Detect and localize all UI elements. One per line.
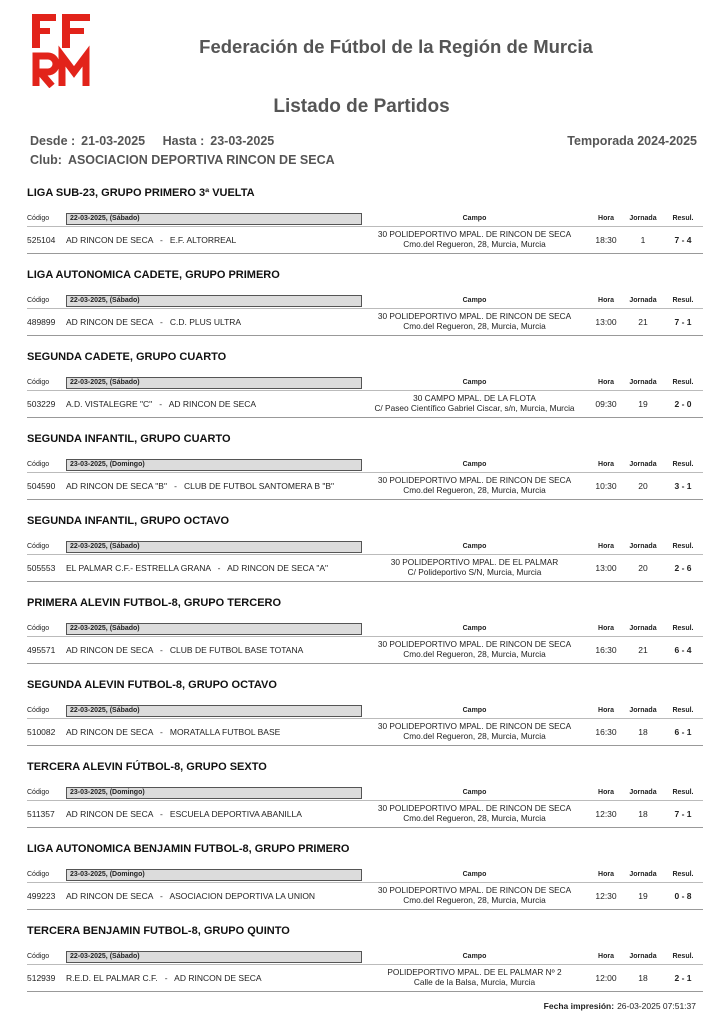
venue-address: Cmo.del Regueron, 28, Murcia, Murcia [403, 321, 546, 331]
match-venue [365, 967, 584, 987]
column-resultado: Resul. [672, 707, 694, 714]
venue-name: 30 POLIDEPORTIVO MPAL. DE RINCON DE SECA [377, 639, 572, 649]
column-resultado: Resul. [672, 871, 694, 878]
venue-address: Cmo.del Regueron, 28, Murcia, Murcia [403, 731, 546, 741]
away-team: CLUB DE FUTBOL SANTOMERA B "B" [183, 481, 335, 491]
match-row [27, 474, 703, 498]
ffrm-logo [30, 12, 94, 88]
competition-title: TERCERA ALEVIN FÚTBOL-8, GRUPO SEXTO [27, 761, 267, 773]
print-value: 26-03-2025 07:51:37 [617, 1001, 696, 1011]
match-table-header [27, 951, 703, 964]
header-rule [27, 964, 703, 965]
header-rule [27, 226, 703, 227]
match-time: 09:30 [595, 399, 617, 409]
column-hora: Hora [598, 871, 614, 878]
match-code: 511357 [27, 809, 55, 819]
venue-name: 30 CAMPO MPAL. DE LA FLOTA [413, 393, 536, 403]
venue-address: C/ Paseo Científico Gabriel Ciscar, s/n, Murcia, Murcia [374, 403, 575, 413]
column-jornada: Jornada [629, 871, 657, 878]
competition-title: LIGA AUTONOMICA BENJAMIN FUTBOL-8, GRUPO PRIMERO [27, 843, 350, 855]
match-result: 2 - 1 [674, 973, 692, 983]
column-hora: Hora [598, 625, 614, 632]
match-round: 18 [638, 973, 648, 983]
match-table-header [27, 541, 703, 554]
match-code: 525104 [27, 235, 56, 245]
match-time: 18:30 [595, 235, 617, 245]
column-campo: Campo [462, 953, 487, 960]
match-teams: AD RINCON DE SECA "B" - CLUB DE FUTBOL SANTOMERA B "B" [66, 481, 335, 491]
match-result: 3 - 1 [674, 481, 692, 491]
competition-section [27, 260, 703, 342]
column-hora: Hora [598, 461, 614, 468]
column-jornada: Jornada [629, 953, 657, 960]
home-team: EL PALMAR C.F.- ESTRELLA GRANA [66, 563, 211, 573]
competition-title: SEGUNDA CADETE, GRUPO CUARTO [27, 351, 227, 363]
match-teams: AD RINCON DE SECA - CLUB DE FUTBOL BASE TOTANA [66, 645, 304, 655]
hasta-value: 23-03-2025 [210, 134, 275, 148]
competition-title: TERCERA BENJAMIN FUTBOL-8, GRUPO QUINTO [27, 925, 290, 937]
away-team: E.F. ALTORREAL [169, 235, 237, 245]
column-campo: Campo [462, 625, 487, 632]
match-venue [365, 885, 584, 905]
column-hora: Hora [598, 707, 614, 714]
header-rule [27, 800, 703, 801]
column-campo: Campo [462, 707, 487, 714]
match-time: 12:30 [595, 809, 617, 819]
column-resultado: Resul. [672, 953, 694, 960]
column-code: Código [27, 461, 50, 468]
match-code: 489899 [27, 317, 56, 327]
header-rule [27, 308, 703, 309]
match-row [27, 310, 703, 334]
match-venue [365, 475, 584, 495]
column-jornada: Jornada [629, 625, 657, 632]
match-teams: A.D. VISTALEGRE "C" - AD RINCON DE SECA [66, 399, 257, 409]
row-rule [27, 991, 703, 992]
match-row [27, 392, 703, 416]
home-team: AD RINCON DE SECA [66, 645, 153, 655]
column-jornada: Jornada [629, 707, 657, 714]
match-teams: EL PALMAR C.F.- ESTRELLA GRANA - AD RINCON DE SECA "A" [66, 563, 329, 573]
match-table-header [27, 213, 703, 226]
match-teams: R.E.D. EL PALMAR C.F. - AD RINCON DE SECA [66, 973, 262, 983]
column-code: Código [27, 215, 50, 222]
match-sections [27, 178, 703, 998]
match-round: 21 [638, 317, 648, 327]
header-rule [27, 882, 703, 883]
column-jornada: Jornada [629, 461, 657, 468]
row-rule [27, 253, 703, 254]
match-result: 6 - 4 [674, 645, 692, 655]
match-teams: AD RINCON DE SECA - ESCUELA DEPORTIVA ABANILLA [66, 809, 302, 819]
club-label: Club: [30, 153, 62, 167]
competition-section [27, 342, 703, 424]
header-rule [27, 636, 703, 637]
match-time: 12:00 [595, 973, 617, 983]
match-row [27, 884, 703, 908]
away-team: ESCUELA DEPORTIVA ABANILLA [169, 809, 302, 819]
venue-name: 30 POLIDEPORTIVO MPAL. DE RINCON DE SECA [377, 229, 572, 239]
match-time: 16:30 [595, 645, 617, 655]
venue-address: Cmo.del Regueron, 28, Murcia, Murcia [403, 813, 546, 823]
home-team: AD RINCON DE SECA [66, 891, 153, 901]
match-round: 18 [638, 727, 648, 737]
column-code: Código [27, 953, 50, 960]
competition-section [27, 834, 703, 916]
match-date: 23-03-2025, (Domingo) [66, 787, 362, 799]
venue-name: 30 POLIDEPORTIVO MPAL. DE RINCON DE SECA [377, 475, 572, 485]
column-code: Código [27, 789, 50, 796]
desde-label: Desde : [30, 134, 76, 148]
match-round: 20 [638, 563, 648, 573]
home-team: AD RINCON DE SECA [66, 235, 153, 245]
column-campo: Campo [462, 379, 487, 386]
match-round: 20 [638, 481, 648, 491]
match-time: 12:30 [595, 891, 617, 901]
column-resultado: Resul. [672, 461, 694, 468]
header-rule [27, 472, 703, 473]
date-range [30, 134, 274, 148]
home-team: A.D. VISTALEGRE "C" [66, 399, 153, 409]
column-jornada: Jornada [629, 789, 657, 796]
document-title: Listado de Partidos [273, 96, 450, 117]
column-jornada: Jornada [629, 379, 657, 386]
column-hora: Hora [598, 215, 614, 222]
match-teams: AD RINCON DE SECA - ASOCIACION DEPORTIVA LA UNION [66, 891, 316, 901]
match-time: 10:30 [595, 481, 617, 491]
competition-section [27, 178, 703, 260]
row-rule [27, 827, 703, 828]
column-resultado: Resul. [672, 543, 694, 550]
venue-address: Cmo.del Regueron, 28, Murcia, Murcia [403, 649, 546, 659]
match-result: 7 - 1 [674, 809, 692, 819]
column-hora: Hora [598, 297, 614, 304]
competition-title: SEGUNDA INFANTIL, GRUPO CUARTO [27, 433, 231, 445]
match-table-header [27, 295, 703, 308]
competition-section [27, 506, 703, 588]
match-code: 499223 [27, 891, 56, 901]
home-team: AD RINCON DE SECA [66, 317, 153, 327]
away-team: AD RINCON DE SECA [168, 399, 257, 409]
match-table-header [27, 869, 703, 882]
match-venue [365, 803, 584, 823]
competition-title: LIGA AUTONOMICA CADETE, GRUPO PRIMERO [27, 269, 280, 281]
match-venue [365, 393, 584, 413]
column-jornada: Jornada [629, 215, 657, 222]
match-round: 21 [638, 645, 648, 655]
venue-address: Cmo.del Regueron, 28, Murcia, Murcia [403, 895, 546, 905]
away-team: MORATALLA FUTBOL BASE [169, 727, 281, 737]
competition-section [27, 670, 703, 752]
match-table-header [27, 459, 703, 472]
match-result: 7 - 1 [674, 317, 692, 327]
match-table-header [27, 705, 703, 718]
competition-title: SEGUNDA ALEVIN FUTBOL-8, GRUPO OCTAVO [27, 679, 277, 691]
match-date: 23-03-2025, (Domingo) [66, 459, 362, 471]
match-time: 13:00 [595, 563, 617, 573]
match-teams: AD RINCON DE SECA - E.F. ALTORREAL [66, 235, 237, 245]
club-line [30, 153, 335, 167]
match-result: 2 - 0 [674, 399, 692, 409]
venue-address: C/ Polideportivo S/N, Murcia, Murcia [407, 567, 542, 577]
match-row [27, 802, 703, 826]
match-result: 2 - 6 [674, 563, 692, 573]
row-rule [27, 663, 703, 664]
column-campo: Campo [462, 789, 487, 796]
column-campo: Campo [462, 543, 487, 550]
match-code: 495571 [27, 645, 56, 655]
header-rule [27, 390, 703, 391]
competition-section [27, 752, 703, 834]
match-row [27, 638, 703, 662]
row-rule [27, 335, 703, 336]
home-team: AD RINCON DE SECA "B" [66, 481, 167, 491]
match-row [27, 966, 703, 990]
match-code: 505553 [27, 563, 56, 573]
away-team: CLUB DE FUTBOL BASE TOTANA [169, 645, 304, 655]
home-team: AD RINCON DE SECA [66, 727, 153, 737]
match-teams: AD RINCON DE SECA - C.D. PLUS ULTRA [66, 317, 242, 327]
column-hora: Hora [598, 543, 614, 550]
column-campo: Campo [462, 461, 487, 468]
match-table-header [27, 623, 703, 636]
print-date [544, 1001, 696, 1011]
column-code: Código [27, 625, 50, 632]
venue-address: Calle de la Balsa, Murcia, Murcia [413, 977, 536, 987]
match-venue [365, 229, 584, 249]
column-resultado: Resul. [672, 215, 694, 222]
match-result: 7 - 4 [674, 235, 692, 245]
match-code: 510082 [27, 727, 56, 737]
match-result: 0 - 8 [674, 891, 692, 901]
venue-name: 30 POLIDEPORTIVO MPAL. DE RINCON DE SECA [377, 311, 572, 321]
match-row [27, 720, 703, 744]
match-round: 1 [640, 235, 646, 245]
header-rule [27, 718, 703, 719]
column-hora: Hora [598, 789, 614, 796]
column-jornada: Jornada [629, 297, 657, 304]
season: Temporada 2024-2025 [567, 134, 697, 148]
ffrm-logo-mark [30, 12, 94, 88]
column-resultado: Resul. [672, 789, 694, 796]
match-venue [365, 639, 584, 659]
header-rule [27, 554, 703, 555]
match-date: 22-03-2025, (Sábado) [66, 541, 362, 553]
column-code: Código [27, 871, 50, 878]
away-team: AD RINCON DE SECA "A" [227, 563, 329, 573]
match-date: 23-03-2025, (Domingo) [66, 869, 362, 881]
row-rule [27, 417, 703, 418]
column-hora: Hora [598, 379, 614, 386]
hasta-label: Hasta : [162, 134, 205, 148]
match-date: 22-03-2025, (Sábado) [66, 295, 362, 307]
match-code: 512939 [27, 973, 56, 983]
column-code: Código [27, 543, 50, 550]
column-hora: Hora [598, 953, 614, 960]
column-resultado: Resul. [672, 625, 694, 632]
match-code: 503229 [27, 399, 56, 409]
club-value: ASOCIACION DEPORTIVA RINCON DE SECA [67, 153, 335, 167]
home-team: R.E.D. EL PALMAR C.F. [66, 973, 158, 983]
match-round: 19 [638, 891, 648, 901]
venue-name: 30 POLIDEPORTIVO MPAL. DE RINCON DE SECA [377, 721, 572, 731]
match-date: 22-03-2025, (Sábado) [66, 213, 362, 225]
competition-title: PRIMERA ALEVIN FUTBOL-8, GRUPO TERCERO [27, 597, 282, 609]
row-rule [27, 581, 703, 582]
column-campo: Campo [462, 297, 487, 304]
match-venue [365, 721, 584, 741]
competition-section [27, 916, 703, 998]
match-date: 22-03-2025, (Sábado) [66, 705, 362, 717]
venue-name: 30 POLIDEPORTIVO MPAL. DE RINCON DE SECA [377, 803, 572, 813]
print-label: Fecha impresión: [543, 1001, 615, 1011]
competition-section [27, 588, 703, 670]
organization-title: Federación de Fútbol de la Región de Murcia [199, 36, 593, 57]
match-round: 19 [638, 399, 648, 409]
away-team: C.D. PLUS ULTRA [169, 317, 242, 327]
column-resultado: Resul. [672, 379, 694, 386]
venue-address: Cmo.del Regueron, 28, Murcia, Murcia [403, 239, 546, 249]
match-time: 16:30 [595, 727, 617, 737]
match-row [27, 228, 703, 252]
column-jornada: Jornada [629, 543, 657, 550]
venue-name: 30 POLIDEPORTIVO MPAL. DE EL PALMAR [390, 557, 559, 567]
away-team: AD RINCON DE SECA [174, 973, 262, 983]
column-campo: Campo [462, 871, 487, 878]
match-table-header [27, 787, 703, 800]
venue-name: POLIDEPORTIVO MPAL. DE EL PALMAR Nº 2 [387, 967, 562, 977]
row-rule [27, 909, 703, 910]
venue-address: Cmo.del Regueron, 28, Murcia, Murcia [403, 485, 546, 495]
match-result: 6 - 1 [674, 727, 692, 737]
match-date: 22-03-2025, (Sábado) [66, 951, 362, 963]
competition-section [27, 424, 703, 506]
column-resultado: Resul. [672, 297, 694, 304]
match-round: 18 [638, 809, 648, 819]
match-code: 504590 [27, 481, 56, 491]
match-table-header [27, 377, 703, 390]
column-campo: Campo [462, 215, 487, 222]
match-date: 22-03-2025, (Sábado) [66, 623, 362, 635]
match-venue [365, 557, 584, 577]
match-venue [365, 311, 584, 331]
match-date: 22-03-2025, (Sábado) [66, 377, 362, 389]
desde-value: 21-03-2025 [81, 134, 146, 148]
column-code: Código [27, 707, 50, 714]
row-rule [27, 745, 703, 746]
home-team: AD RINCON DE SECA [66, 809, 153, 819]
venue-name: 30 POLIDEPORTIVO MPAL. DE RINCON DE SECA [377, 885, 572, 895]
column-code: Código [27, 379, 50, 386]
match-teams: AD RINCON DE SECA - MORATALLA FUTBOL BASE [66, 727, 281, 737]
match-time: 13:00 [595, 317, 617, 327]
competition-title: SEGUNDA INFANTIL, GRUPO OCTAVO [27, 515, 230, 527]
competition-title: LIGA SUB-23, GRUPO PRIMERO 3ª VUELTA [27, 187, 255, 199]
row-rule [27, 499, 703, 500]
away-team: ASOCIACION DEPORTIVA LA UNION [169, 891, 316, 901]
column-code: Código [27, 297, 50, 304]
match-row [27, 556, 703, 580]
